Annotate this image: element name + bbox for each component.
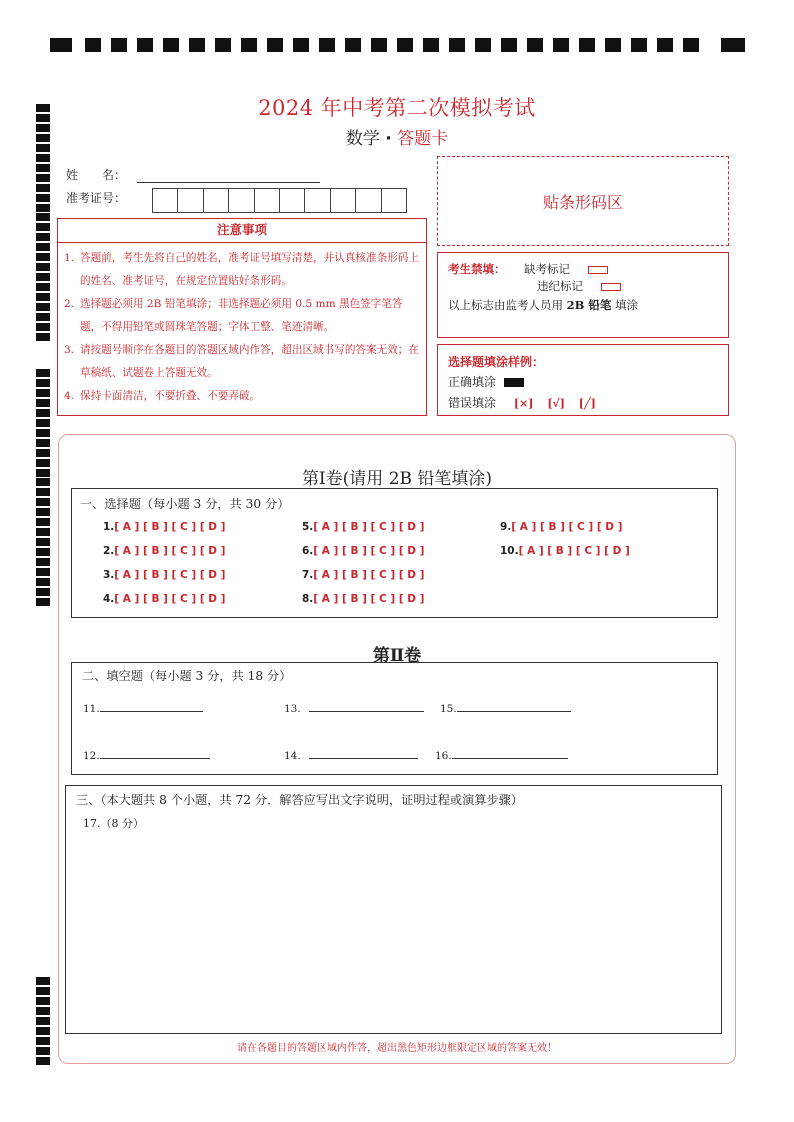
ban-note-pre: 以上标志由监考人员用 [448, 298, 563, 312]
notice-item-num: 4. [64, 390, 75, 402]
violation-mark-box[interactable] [601, 283, 621, 291]
timing-mark [36, 588, 50, 596]
question-number: 8. [302, 593, 314, 605]
option-bubbles[interactable]: [ A ] [ B ] [ C ] [ D ] [114, 521, 226, 533]
timing-mark [36, 399, 50, 407]
blank-16[interactable] [435, 749, 568, 762]
choice-question[interactable] [302, 569, 424, 581]
timing-mark [36, 194, 50, 202]
choice-question[interactable] [103, 593, 225, 605]
option-bubbles[interactable]: [ A ] [ B ] [ C ] [ D ] [114, 593, 226, 605]
id-digit-box[interactable] [355, 188, 381, 213]
question-number: 9. [500, 521, 512, 533]
option-bubbles[interactable]: [ A ] [ B ] [ C ] [ D ] [313, 593, 425, 605]
timing-mark [36, 243, 50, 251]
question-17-label: 17.（8 分） [83, 817, 144, 830]
timing-mark [36, 528, 50, 536]
timing-mark [36, 293, 50, 301]
choice-question[interactable] [500, 521, 622, 533]
fill-sample-box [437, 344, 729, 416]
notice-item [64, 293, 420, 339]
ban-note [448, 297, 638, 313]
timing-mark [36, 333, 50, 341]
timing-mark [36, 977, 50, 985]
timing-mark [36, 369, 50, 377]
notice-item-text: 选择题必须用 2B 铅笔填涂；非选择题必须用 0.5 mm 黑色签字笔答题，不得用铅笔或圆珠笔答题；字体工整、笔迹清晰。 [80, 298, 403, 333]
footer-warning: 请在各题目的答题区域内作答，超出黑色矩形边框限定区域的答案无效！ [237, 1043, 557, 1054]
exam-id-boxes[interactable] [152, 188, 406, 213]
wrong-label: 错误填涂 [448, 396, 497, 410]
fill-section-title: 二、填空题（每小题 3 分，共 18 分） [82, 669, 292, 683]
option-bubbles[interactable]: [ A ] [ B ] [ C ] [ D ] [114, 569, 226, 581]
timing-mark [36, 223, 50, 231]
timing-mark [36, 184, 50, 192]
timing-mark [36, 283, 50, 291]
id-digit-box[interactable] [203, 188, 229, 213]
notice-item-text: 请按题号顺序在各题目的答题区域内作答，超出区域书写的答案无效；在草稿纸、试题卷上答题无效。 [80, 344, 419, 379]
blank-11[interactable] [83, 702, 203, 715]
notice-item-text: 保持卡面清洁，不要折叠、不要弄破。 [80, 390, 261, 402]
timing-mark [36, 518, 50, 526]
timing-mark [36, 508, 50, 516]
timing-mark [36, 253, 50, 261]
violation-row [537, 278, 621, 294]
timing-mark [36, 987, 50, 995]
timing-mark [36, 379, 50, 387]
blank-number: 13. [284, 703, 301, 715]
timing-mark [36, 538, 50, 546]
blank-15[interactable] [440, 702, 571, 715]
blank-line[interactable] [309, 749, 418, 759]
choice-question[interactable] [103, 545, 225, 557]
timing-mark [36, 429, 50, 437]
option-bubbles[interactable]: [ A ] [ B ] [ C ] [ D ] [313, 545, 425, 557]
timing-mark [36, 498, 50, 506]
notice-item [64, 339, 420, 385]
notice-item-num: 2. [64, 298, 75, 310]
absent-label: 缺考标记 [524, 262, 570, 276]
option-bubbles[interactable]: [ A ] [ B ] [ C ] [ D ] [114, 545, 226, 557]
blank-line[interactable] [100, 702, 203, 712]
id-digit-box[interactable] [152, 188, 178, 213]
notice-item-num: 1. [64, 252, 75, 264]
blank-line[interactable] [100, 749, 210, 759]
choice-question[interactable] [302, 521, 424, 533]
blank-number: 11. [83, 703, 100, 715]
blank-number: 12. [83, 750, 100, 762]
blank-number: 14. [284, 750, 301, 762]
option-bubbles[interactable]: [ A ] [ B ] [ C ] [ D ] [313, 521, 425, 533]
question-number: 2. [103, 545, 115, 557]
timing-mark [36, 1007, 50, 1015]
id-label: 准考证号： [66, 191, 127, 205]
notice-item-text: 答题前，考生先将自己的姓名，准考证号填写清楚，并认真核准条形码上的姓名、准考证号，在规定位置贴好条形码。 [80, 252, 419, 287]
absent-mark-box[interactable] [588, 266, 608, 274]
timing-mark [36, 154, 50, 162]
question-number: 7. [302, 569, 314, 581]
examiner-only-box [437, 252, 729, 338]
notice-box [57, 218, 427, 416]
id-digit-box[interactable] [279, 188, 305, 213]
wrong-mark-cross: [×] [513, 397, 534, 410]
timing-mark [36, 558, 50, 566]
id-digit-box[interactable] [304, 188, 330, 213]
ban-note-bold: 2B 铅笔 [566, 298, 612, 312]
ban-label: 考生禁填： [448, 262, 506, 276]
timing-mark [36, 263, 50, 271]
notice-title: 注意事项 [58, 219, 426, 243]
answer-card-label: 答题卡 [397, 129, 449, 149]
timing-mark [36, 439, 50, 447]
timing-mark [36, 303, 50, 311]
id-digit-box[interactable] [228, 188, 254, 213]
choice-question[interactable] [500, 545, 630, 557]
id-digit-box[interactable] [254, 188, 280, 213]
timing-mark [36, 598, 50, 606]
timing-mark [36, 323, 50, 331]
separator-dot: · [385, 129, 392, 149]
part1-title: 第Ⅰ卷(请用 2B 铅笔填涂) [301, 469, 493, 489]
filled-mark-icon [504, 378, 524, 387]
question-number: 4. [103, 593, 115, 605]
name-label: 姓 名： [66, 168, 127, 182]
id-digit-box[interactable] [330, 188, 356, 213]
question-number: 5. [302, 521, 314, 533]
wrong-mark-slash: [╱] [578, 397, 596, 410]
timing-mark [36, 1027, 50, 1035]
question-number: 3. [103, 569, 115, 581]
timing-mark [36, 488, 50, 496]
notice-item [64, 385, 420, 408]
blank-12[interactable] [83, 749, 210, 762]
option-bubbles[interactable]: [ A ] [ B ] [ C ] [ D ] [518, 545, 630, 557]
notice-item [64, 247, 420, 293]
absent-row [524, 261, 608, 277]
timing-mark [36, 213, 50, 221]
blank-line[interactable] [309, 702, 424, 712]
timing-mark [36, 1017, 50, 1025]
barcode-label: 贴条形码区 [542, 192, 623, 212]
timing-mark [36, 409, 50, 417]
correct-row [448, 373, 524, 390]
question-number: 1. [103, 521, 115, 533]
timing-mark [36, 164, 50, 172]
timing-mark [36, 313, 50, 321]
card-subtitle [0, 124, 794, 149]
violation-label: 违纪标记 [537, 279, 583, 293]
blank-14[interactable] [284, 749, 418, 762]
choice-question[interactable] [103, 569, 225, 581]
top-timing-marks [50, 38, 745, 52]
timing-mark [36, 578, 50, 586]
timing-mark [36, 204, 50, 212]
timing-mark [36, 1057, 50, 1065]
option-bubbles[interactable]: [ A ] [ B ] [ C ] [ D ] [511, 521, 623, 533]
timing-mark [36, 174, 50, 182]
choice-section-title: 一、选择题（每小题 3 分，共 30 分） [80, 497, 290, 511]
subject-label: 数学 [345, 129, 380, 149]
id-digit-box[interactable] [381, 188, 407, 213]
correct-label: 正确填涂 [448, 375, 497, 389]
blank-line[interactable] [452, 749, 568, 759]
blank-number: 16. [435, 750, 452, 762]
timing-mark [36, 273, 50, 281]
blank-line[interactable] [457, 702, 571, 712]
notice-item-num: 3. [64, 344, 75, 356]
barcode-area [437, 156, 729, 246]
timing-mark [36, 997, 50, 1005]
question-number: 10. [500, 545, 519, 557]
sample-title: 选择题填涂样例： [448, 355, 545, 369]
timing-mark [36, 568, 50, 576]
answer-section-title: 三、（本大题共 8 个小题，共 72 分．解答应写出文字说明，证明过程或演算步骤） [76, 793, 524, 807]
answer-section-box[interactable] [65, 785, 722, 1034]
blank-number: 15. [440, 703, 457, 715]
ban-note-post: 填涂 [615, 298, 639, 312]
name-field[interactable] [137, 182, 320, 183]
exam-title: 2024 年中考第二次模拟考试 [258, 96, 536, 120]
choice-question[interactable] [302, 545, 424, 557]
id-digit-box[interactable] [177, 188, 203, 213]
part2-title: 第Ⅱ卷 [372, 646, 422, 666]
choice-question[interactable] [302, 593, 424, 605]
wrong-row [448, 394, 596, 411]
choice-question[interactable] [103, 521, 225, 533]
wrong-mark-check: [√] [547, 397, 565, 410]
blank-13[interactable] [284, 702, 424, 715]
timing-mark [36, 389, 50, 397]
question-number: 6. [302, 545, 314, 557]
option-bubbles[interactable]: [ A ] [ B ] [ C ] [ D ] [313, 569, 425, 581]
timing-mark [36, 233, 50, 241]
timing-mark [36, 449, 50, 457]
timing-mark [36, 419, 50, 427]
timing-mark [36, 548, 50, 556]
